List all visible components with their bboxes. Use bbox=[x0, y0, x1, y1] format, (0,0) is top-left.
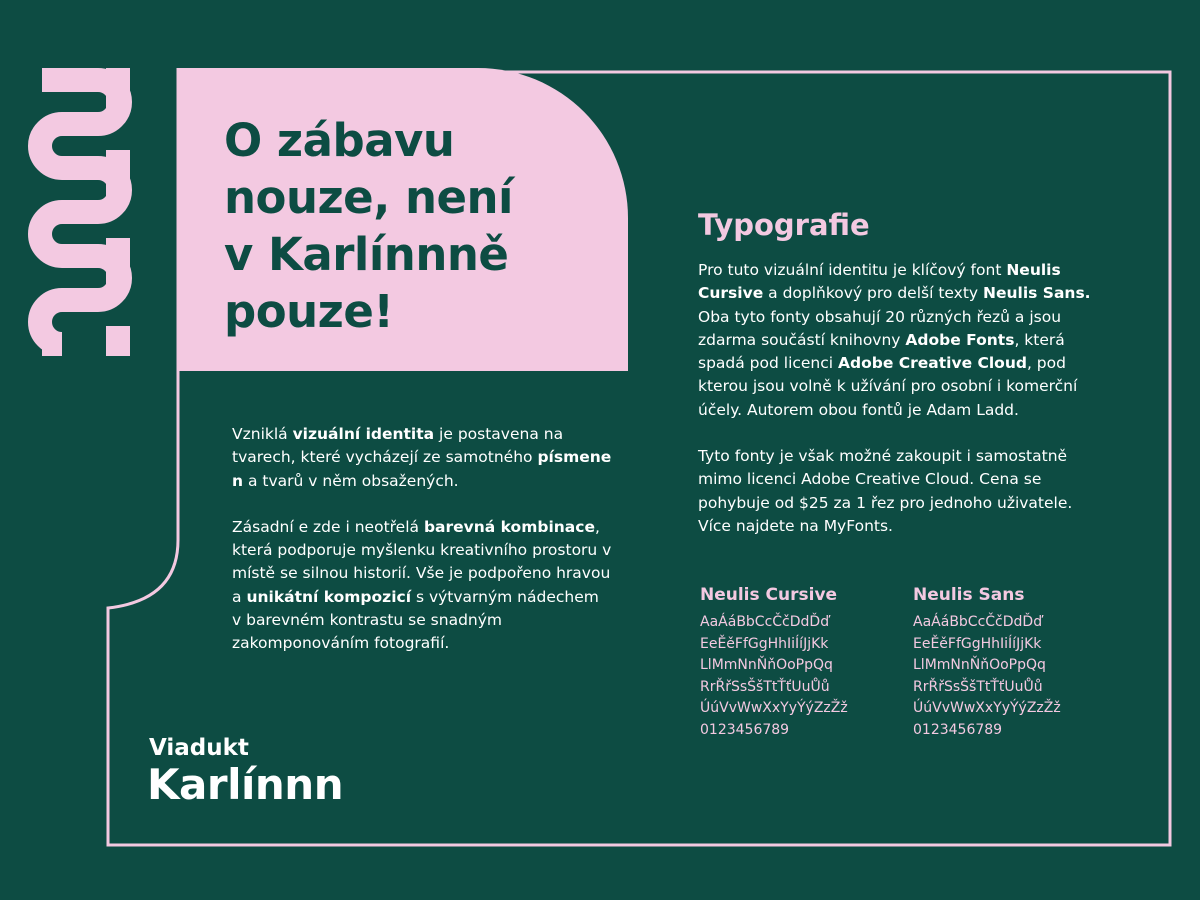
body-text: a doplňkový pro delší texty bbox=[763, 284, 984, 303]
body-text: s výtvarným nádechem v barevném kontrastu se snadným zakomponováním fotografií. bbox=[232, 587, 599, 653]
brand-name-logo: Karlínnn bbox=[147, 760, 344, 809]
n-wave-logo-icon bbox=[40, 68, 120, 356]
specimen-line: EeĚěFfGgHhIiÍíJjKk bbox=[700, 635, 829, 652]
specimen-line: 0123456789 bbox=[700, 721, 790, 738]
identity-paragraph-1 bbox=[232, 423, 612, 493]
body-text: Tyto fonty je však možné zakoupit i samostatně mimo licenci Adobe Creative Cloud. Cena se pohybuje od $25 za 1 řez pro jednoho uživatele. Více najdete na MyFonts. bbox=[698, 447, 1073, 535]
body-text: , pod kterou jsou volně k užívání pro osobní i komerční účely. Autorem obou fontů je Adam Ladd. bbox=[698, 354, 1078, 419]
typography-paragraph-2 bbox=[698, 445, 1098, 538]
typography-heading: Typografie bbox=[698, 208, 870, 242]
identity-description bbox=[232, 423, 612, 656]
headline-line: nouze, není bbox=[224, 171, 513, 224]
specimen-title: Neulis Cursive bbox=[700, 585, 838, 605]
specimen-title: Neulis Sans bbox=[913, 585, 1025, 605]
headline-line: v Karlínnně bbox=[224, 228, 509, 281]
specimen-line: LlMmNnŇňOoPpQq bbox=[700, 657, 833, 673]
body-text: je postavena na tvarech, které vycházejí ze samotného bbox=[232, 425, 564, 467]
brand-name-small: Viadukt bbox=[149, 735, 249, 761]
identity-paragraph-2 bbox=[232, 516, 612, 656]
specimen-line: ÚúVvWwXxYyÝýZzŽž bbox=[913, 700, 1061, 716]
body-text: , která spadá pod licenci bbox=[698, 330, 1065, 373]
font-specimen-cursive bbox=[700, 584, 848, 741]
specimen-line: 0123456789 bbox=[913, 721, 1003, 738]
specimen-line: EeĚěFfGgHhIiÍíJjKk bbox=[913, 635, 1042, 652]
emphasis-text: Adobe Creative Cloud bbox=[838, 354, 1027, 373]
body-text: Vzniklá bbox=[232, 425, 293, 443]
emphasis-text: Neulis Cursive bbox=[698, 261, 1061, 303]
emphasis-text: unikátní kompozicí bbox=[246, 587, 412, 606]
specimen-line: RrŘřSsŠšTtŤťUuŮů bbox=[913, 678, 1043, 695]
emphasis-text: písmene n bbox=[232, 448, 612, 490]
body-text: , která podporuje myšlenku kreativního prostoru v místě se silnou historií. Vše je podpořeno hravou a bbox=[232, 517, 612, 606]
font-specimen-sans bbox=[913, 584, 1061, 741]
specimen-line: LlMmNnŇňOoPpQq bbox=[913, 657, 1046, 673]
body-text: Zásadní e zde i neotřelá bbox=[232, 517, 424, 536]
typography-paragraph-1 bbox=[698, 259, 1098, 422]
emphasis-text: Neulis Sans. bbox=[983, 284, 1091, 303]
typography-description bbox=[698, 259, 1098, 538]
specimen-line: AaÁáBbCcČčDdĎď bbox=[913, 614, 1043, 630]
body-text: Oba tyto fonty obsahují 20 různých řezů a jsou zdarma součástí knihovny bbox=[698, 307, 1062, 349]
headline-line: O zábavu bbox=[224, 114, 455, 167]
specimen-line: AaÁáBbCcČčDdĎď bbox=[700, 614, 830, 630]
emphasis-text: Adobe Fonts bbox=[905, 330, 1015, 349]
specimen-line: RrŘřSsŠšTtŤťUuŮů bbox=[700, 678, 830, 695]
body-text: a tvarů v něm obsažených. bbox=[243, 471, 459, 490]
specimen-line: ÚúVvWwXxYyÝýZzŽž bbox=[700, 700, 848, 716]
emphasis-text: vizuální identita bbox=[292, 425, 435, 443]
headline bbox=[224, 112, 604, 340]
emphasis-text: barevná kombinace bbox=[423, 517, 595, 536]
headline-line: pouze! bbox=[224, 285, 394, 338]
body-text: Pro tuto vizuální identitu je klíčový font bbox=[698, 261, 1007, 279]
